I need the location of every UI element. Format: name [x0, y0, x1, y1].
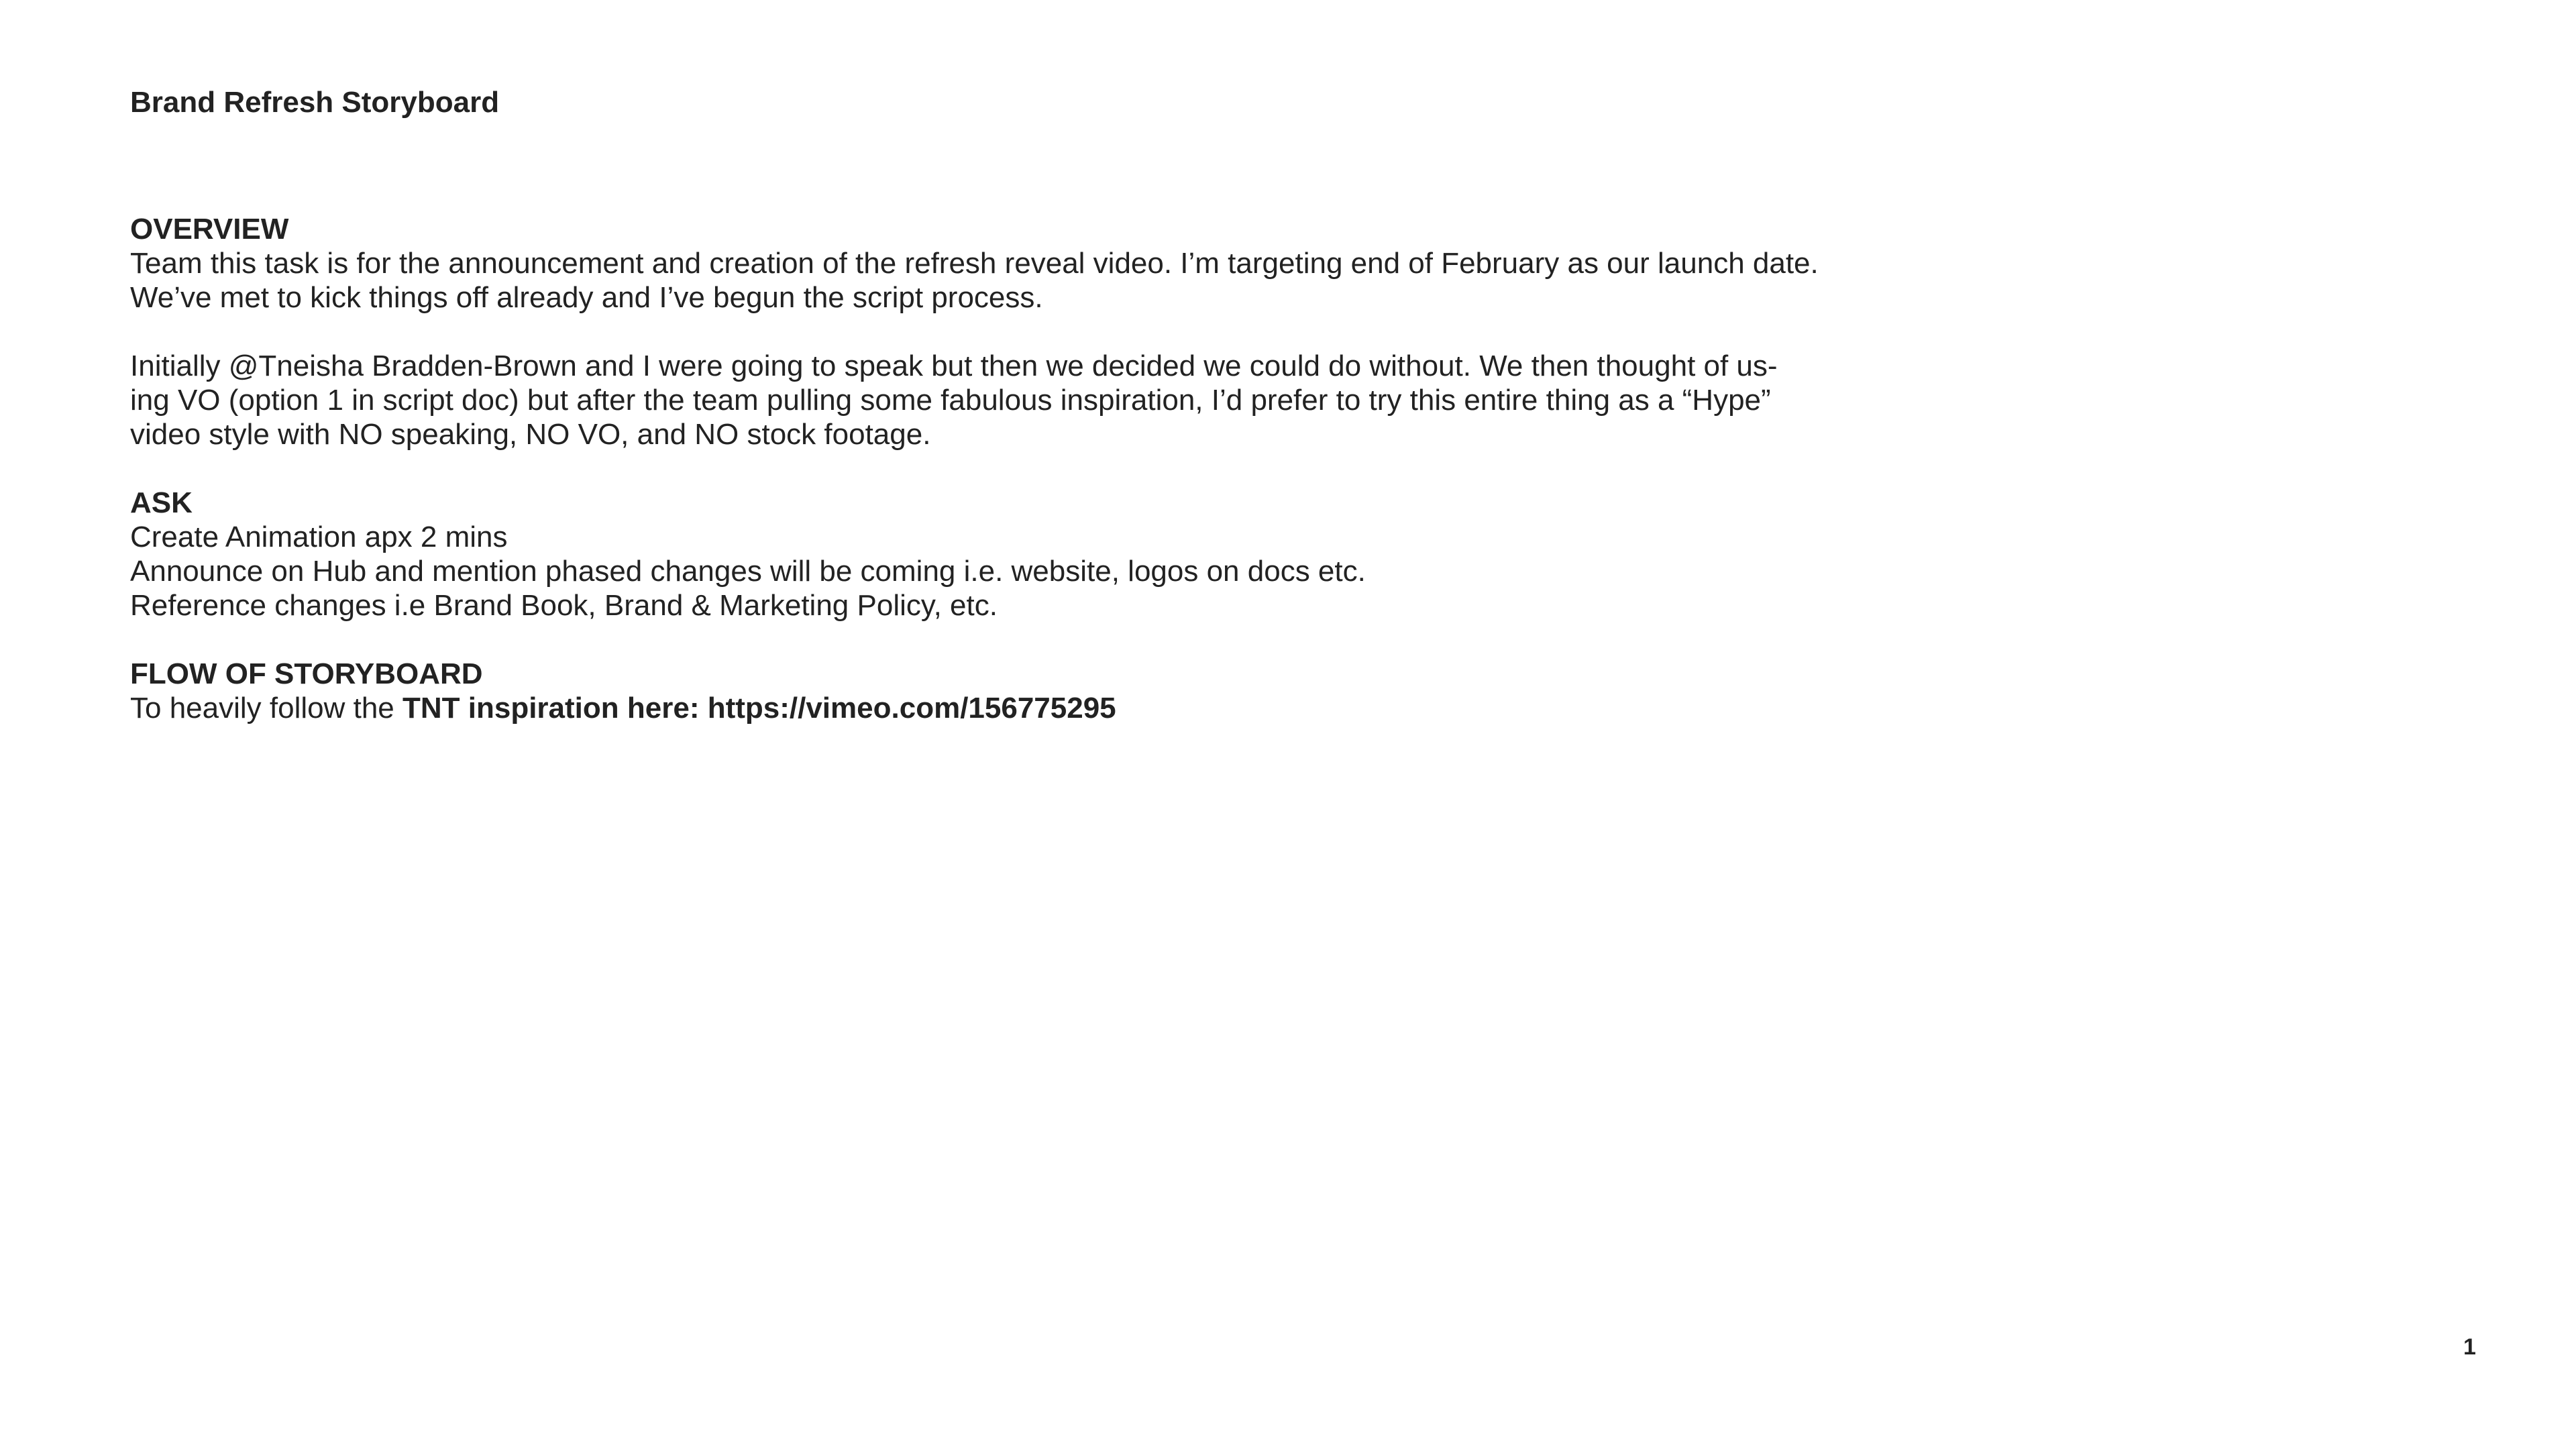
section-spacer [130, 623, 2143, 657]
overview-paragraph-1-line-1: Team this task is for the announcement and creation of the refresh reveal video. I’m targeting end of February as our launch date. [130, 247, 1819, 280]
flow-section [130, 657, 2143, 725]
overview-paragraph-2-line-1: Initially @Tneisha Bradden-Brown and I were going to speak but then we decided we could do without. We then thought of us- [130, 350, 1778, 382]
document-body [130, 212, 2143, 725]
ask-item: Create Animation apx 2 mins [130, 521, 508, 553]
flow-text [130, 691, 2143, 725]
ask-item: Announce on Hub and mention phased changes will be coming i.e. website, logos on docs etc. [130, 555, 1366, 588]
overview-paragraph-2-line-3: video style with NO speaking, NO VO, and NO stock footage. [130, 418, 931, 451]
section-spacer [130, 451, 2143, 486]
ask-heading: ASK [130, 486, 193, 519]
ask-item: Reference changes i.e Brand Book, Brand & Marketing Policy, etc. [130, 589, 998, 622]
page-number: 1 [2463, 1334, 2476, 1360]
overview-paragraph-2-line-2: ing VO (option 1 in script doc) but after the team pulling some fabulous inspiration, I’d prefer to try this entire thing as a “Hype” [130, 384, 1771, 417]
inspiration-link-text[interactable]: TNT inspiration here: https://vimeo.com/156775295 [402, 692, 1116, 724]
overview-section [130, 212, 2143, 451]
flow-heading: FLOW OF STORYBOARD [130, 657, 483, 690]
document-title: Brand Refresh Storyboard [130, 86, 500, 119]
ask-section [130, 486, 2143, 623]
overview-paragraph-1-line-2: We’ve met to kick things off already and I’ve begun the script process. [130, 281, 1043, 314]
flow-text-prefix: To heavily follow the [130, 692, 402, 724]
overview-heading: OVERVIEW [130, 213, 289, 246]
paragraph-spacer [130, 315, 2143, 349]
